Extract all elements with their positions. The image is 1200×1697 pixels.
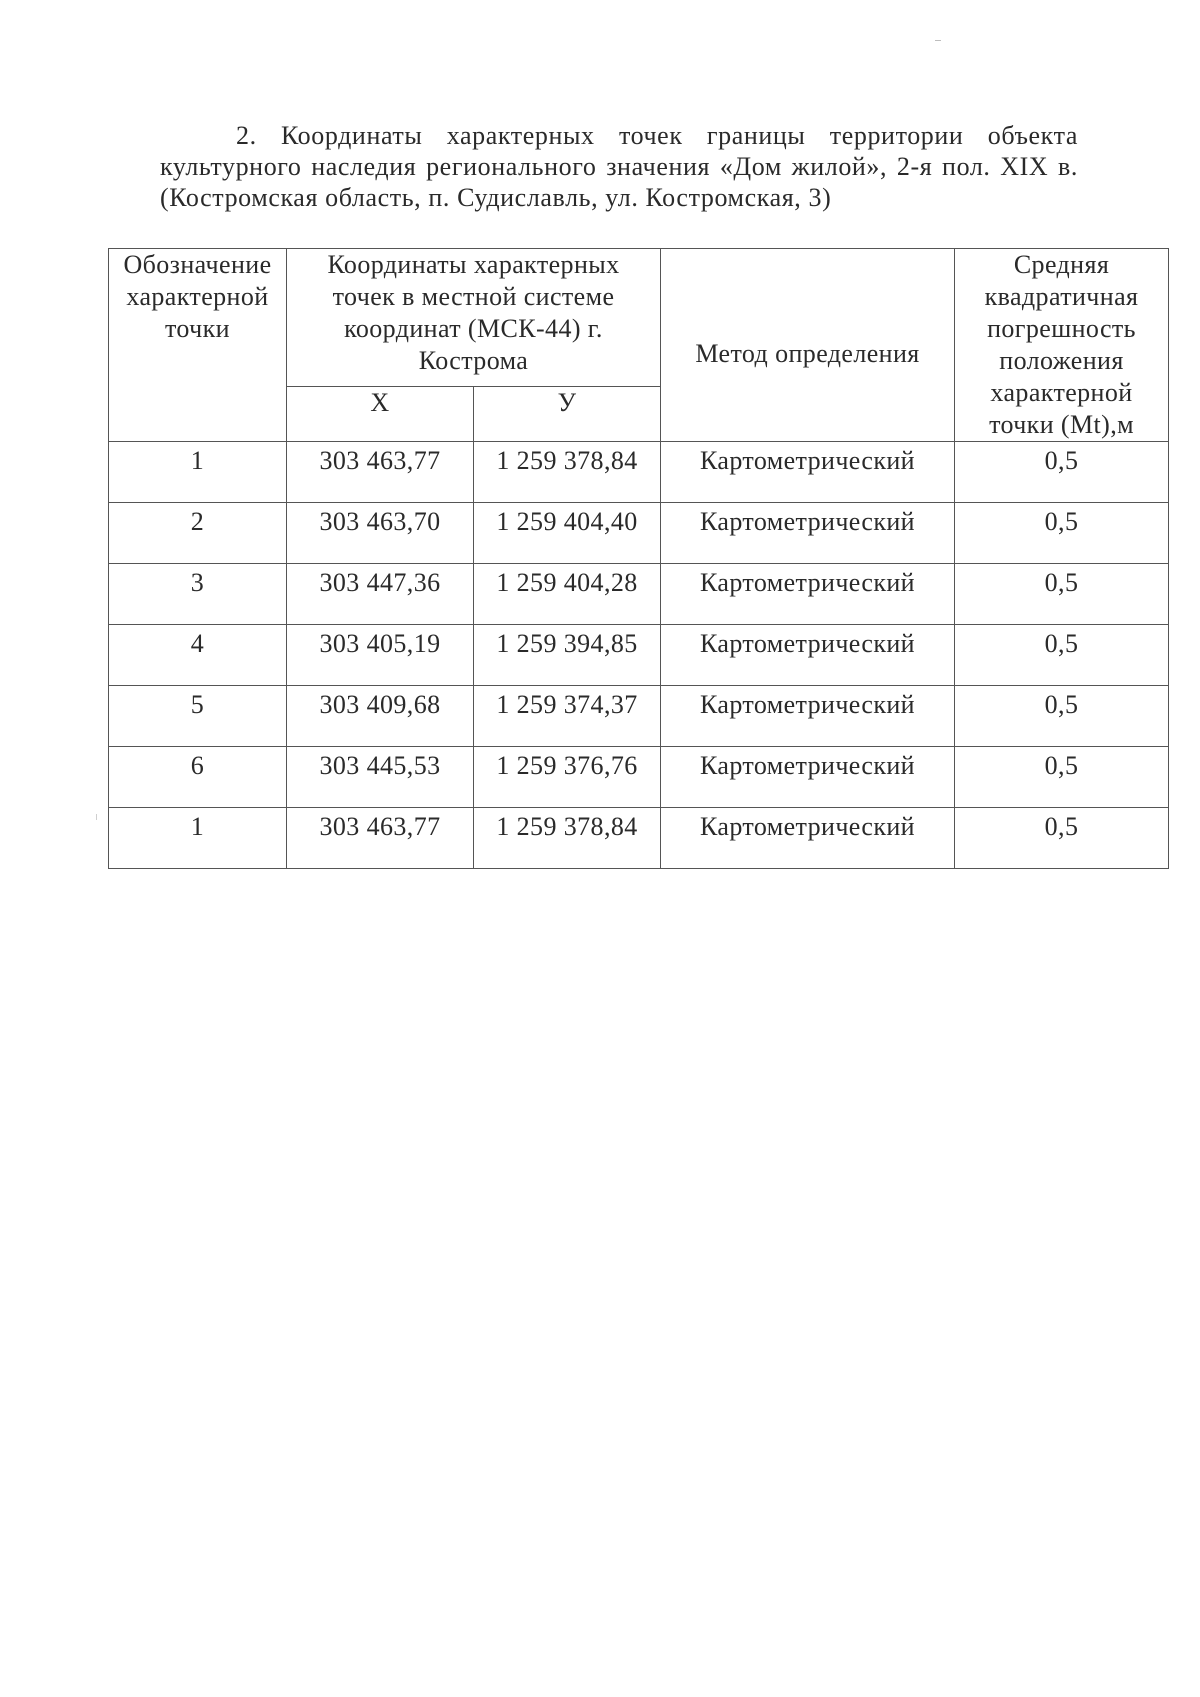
cell-x: 303 463,77 <box>287 442 474 503</box>
cell-x: 303 405,19 <box>287 625 474 686</box>
cell-x: 303 463,77 <box>287 808 474 869</box>
cell-y: 1 259 378,84 <box>474 442 661 503</box>
header-method-label: Метод определения <box>695 339 920 368</box>
cell-point: 6 <box>109 747 287 808</box>
cell-error: 0,5 <box>955 808 1169 869</box>
cell-error: 0,5 <box>955 503 1169 564</box>
cell-method: Картометрический <box>661 503 955 564</box>
header-error <box>955 249 1169 442</box>
table-row <box>109 503 1169 564</box>
coordinates-table <box>108 248 1169 869</box>
cell-y: 1 259 404,28 <box>474 564 661 625</box>
cell-x: 303 447,36 <box>287 564 474 625</box>
table-row <box>109 625 1169 686</box>
cell-error: 0,5 <box>955 686 1169 747</box>
cell-x: 303 409,68 <box>287 686 474 747</box>
cell-method: Картометрический <box>661 442 955 503</box>
scan-speck <box>96 814 97 820</box>
table-row <box>109 747 1169 808</box>
cell-method: Картометрический <box>661 808 955 869</box>
table-row <box>109 442 1169 503</box>
cell-method: Картометрический <box>661 686 955 747</box>
cell-point: 3 <box>109 564 287 625</box>
cell-error: 0,5 <box>955 442 1169 503</box>
cell-point: 1 <box>109 808 287 869</box>
header-coords-label: Координаты характерных точек в местной системе координат (МСК-44) г. Кострома <box>327 250 620 375</box>
cell-y: 1 259 374,37 <box>474 686 661 747</box>
cell-y: 1 259 404,40 <box>474 503 661 564</box>
section-heading <box>160 120 1078 213</box>
cell-y: 1 259 378,84 <box>474 808 661 869</box>
scan-speck <box>935 40 941 41</box>
cell-error: 0,5 <box>955 625 1169 686</box>
header-point <box>109 249 287 442</box>
cell-error: 0,5 <box>955 564 1169 625</box>
cell-point: 1 <box>109 442 287 503</box>
cell-x: 303 445,53 <box>287 747 474 808</box>
header-error-label: Средняя квадратичная погрешность положения характерной точки (Mt),м <box>984 250 1139 439</box>
section-heading-text: 2. Координаты характерных точек границы территории объекта культурного наследия регионального значения «Дом жилой», 2-я пол. XIX в. (Костромская область, п. Судиславль, ул. Костромская, 3) <box>160 121 1078 212</box>
table-row <box>109 808 1169 869</box>
header-x: Х <box>287 387 474 442</box>
header-y: У <box>474 387 661 442</box>
cell-method: Картометрический <box>661 747 955 808</box>
cell-error: 0,5 <box>955 747 1169 808</box>
header-point-label: Обозначение характерной точки <box>123 250 272 343</box>
table-header-row <box>109 249 1169 387</box>
cell-y: 1 259 376,76 <box>474 747 661 808</box>
cell-x: 303 463,70 <box>287 503 474 564</box>
cell-y: 1 259 394,85 <box>474 625 661 686</box>
cell-method: Картометрический <box>661 625 955 686</box>
header-coords <box>287 249 661 387</box>
cell-point: 2 <box>109 503 287 564</box>
cell-point: 5 <box>109 686 287 747</box>
cell-method: Картометрический <box>661 564 955 625</box>
table-row <box>109 686 1169 747</box>
table-row <box>109 564 1169 625</box>
cell-point: 4 <box>109 625 287 686</box>
header-method <box>661 249 955 442</box>
